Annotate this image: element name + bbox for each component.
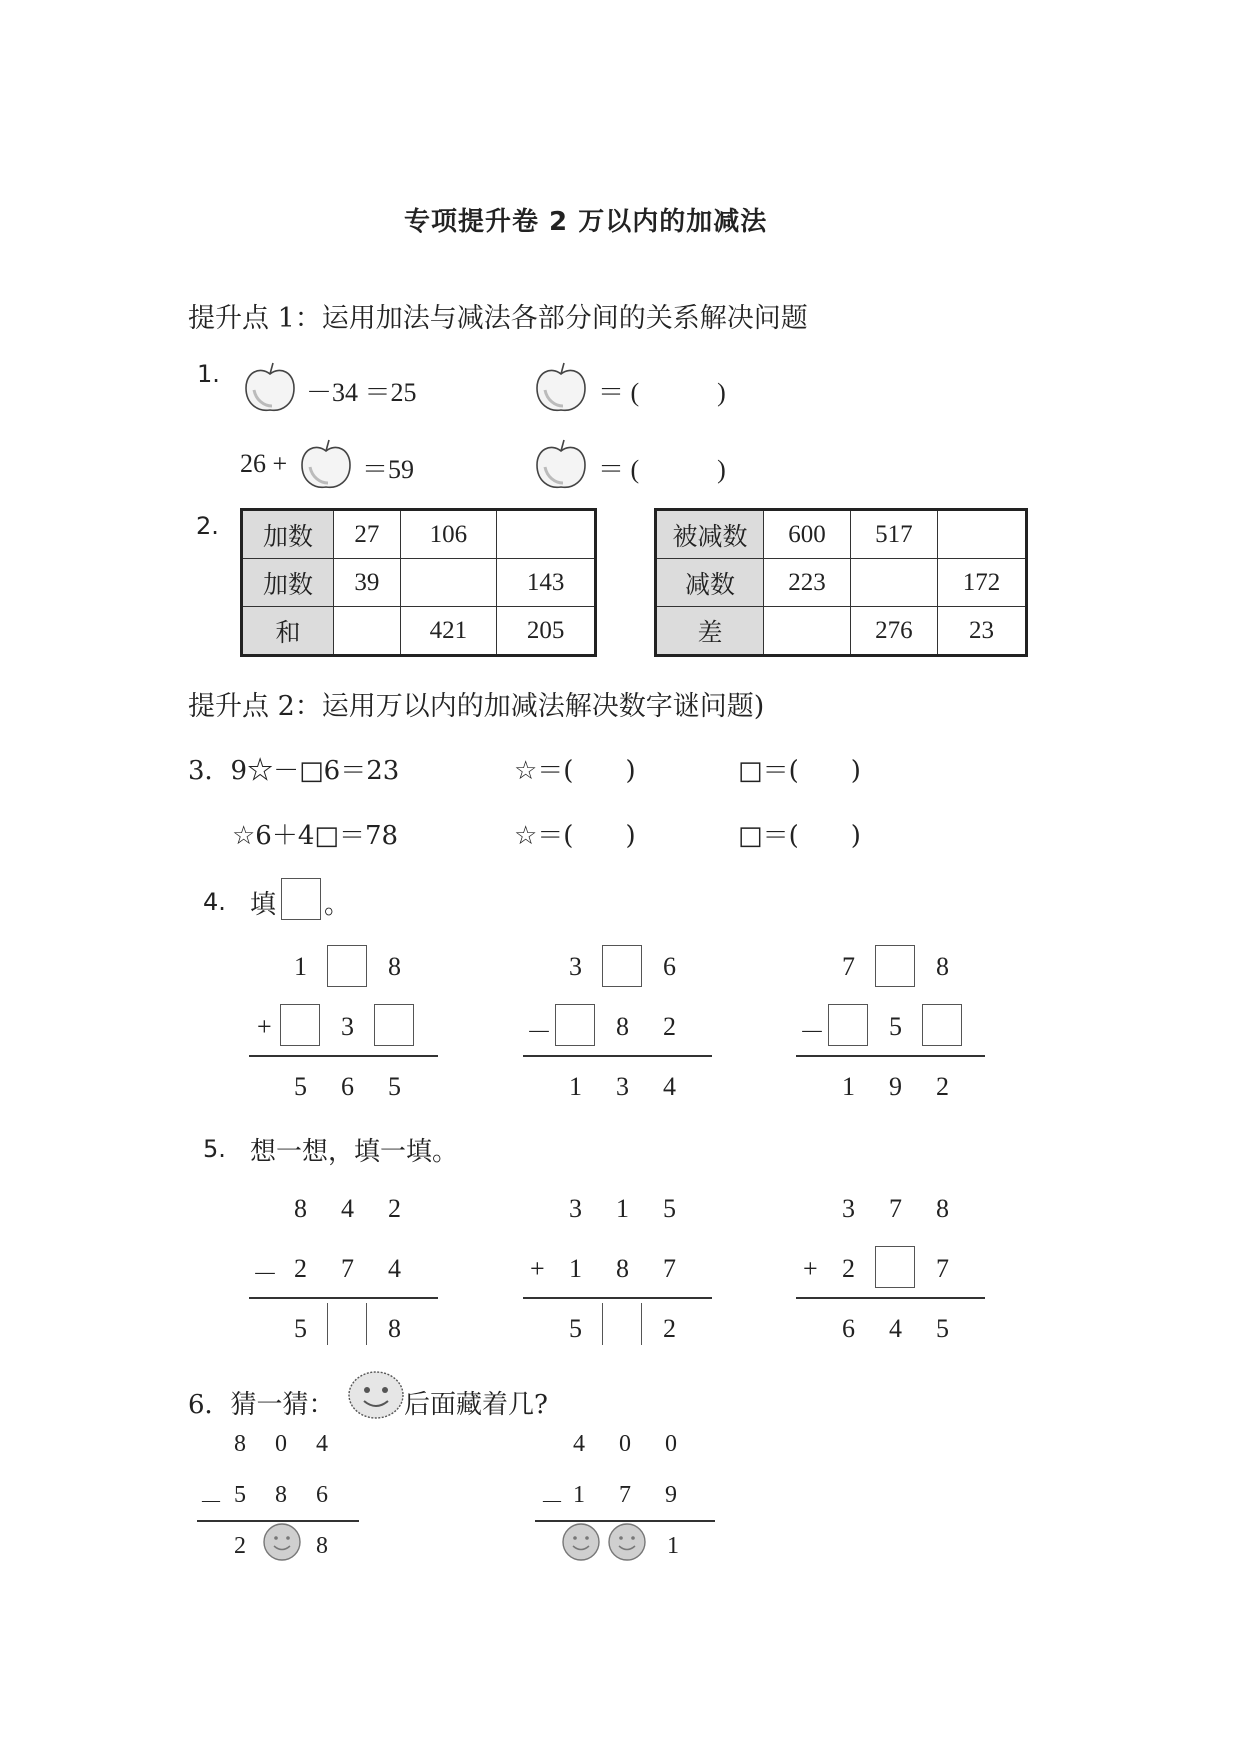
table-cell: 被减数 <box>656 510 764 559</box>
digit: 5 <box>388 1072 401 1101</box>
answer-box[interactable] <box>327 1303 367 1345</box>
smiley-face-icon <box>561 1522 601 1562</box>
answer-box[interactable] <box>602 1303 642 1345</box>
sum-line <box>523 1297 712 1299</box>
table-cell: 143 <box>497 559 596 607</box>
addition-table <box>240 508 597 657</box>
digit: 1 <box>842 1072 855 1101</box>
digit: 4 <box>316 1431 328 1457</box>
digit: 2 <box>936 1072 949 1101</box>
q4-label-pre: 填 <box>250 890 277 920</box>
table-cell: 39 <box>334 559 401 607</box>
digit: 8 <box>275 1482 287 1508</box>
digit: 4 <box>889 1314 902 1343</box>
digit: 3 <box>842 1194 855 1223</box>
digit: 8 <box>316 1533 328 1559</box>
digit: 9 <box>889 1072 902 1101</box>
digit: 8 <box>616 1254 629 1283</box>
digit: 3 <box>616 1072 629 1101</box>
table-cell: 517 <box>850 510 937 559</box>
digit: 0 <box>275 1431 287 1457</box>
answer-box[interactable] <box>374 1004 414 1046</box>
digit: 2 <box>294 1254 307 1283</box>
digit: 4 <box>388 1254 401 1283</box>
table-cell: 差 <box>656 607 764 656</box>
digit: 1 <box>569 1072 582 1101</box>
subtraction-table <box>654 508 1028 657</box>
q1-equation-1: －34 ＝25 <box>306 378 417 407</box>
digit: 1 <box>667 1533 679 1559</box>
digit: 6 <box>341 1072 354 1101</box>
table-cell: 600 <box>764 510 851 559</box>
table-cell: 276 <box>850 607 937 656</box>
digit: 7 <box>663 1254 676 1283</box>
table-cell <box>937 510 1026 559</box>
digit: 1 <box>616 1194 629 1223</box>
digit: 3 <box>569 952 582 981</box>
digit: 6 <box>663 952 676 981</box>
digit: 5 <box>234 1482 246 1508</box>
question-1-number: 1. <box>197 360 220 388</box>
operator: + <box>257 1012 272 1041</box>
digit: 8 <box>388 952 401 981</box>
section-heading-2: 提升点 2：运用万以内的加减法解决数字谜问题) <box>188 691 765 722</box>
digit: 2 <box>388 1194 401 1223</box>
apple-icon <box>242 360 298 416</box>
answer-box[interactable] <box>555 1004 595 1046</box>
table-cell <box>334 607 401 656</box>
table-cell: 加数 <box>242 559 334 607</box>
table-row <box>656 559 1027 607</box>
digit: 5 <box>294 1072 307 1101</box>
question-4-number: 4. <box>203 888 226 916</box>
digit: 8 <box>616 1012 629 1041</box>
table-cell: 106 <box>400 510 496 559</box>
table-cell: 加数 <box>242 510 334 559</box>
q1-answer-2: ＝ ( ) <box>598 455 726 484</box>
table-cell: 223 <box>764 559 851 607</box>
answer-box[interactable] <box>327 945 367 987</box>
sum-line <box>796 1297 985 1299</box>
operator: － <box>540 1490 564 1516</box>
table-row <box>242 559 596 607</box>
digit: 5 <box>569 1314 582 1343</box>
operator: － <box>799 1018 826 1047</box>
table-row <box>242 607 596 656</box>
apple-icon <box>533 360 589 416</box>
digit: 0 <box>665 1431 677 1457</box>
q3-box-answer-2: □＝( ) <box>738 821 861 851</box>
digit: 3 <box>341 1012 354 1041</box>
q6-label-pre: 6．猜一猜： <box>188 1390 335 1420</box>
digit: 7 <box>619 1482 631 1508</box>
table-cell: 23 <box>937 607 1026 656</box>
digit: 3 <box>569 1194 582 1223</box>
question-5-number: 5. <box>203 1135 226 1163</box>
q4-label-post: 。 <box>324 890 351 920</box>
digit: 8 <box>388 1314 401 1343</box>
digit: 2 <box>663 1012 676 1041</box>
digit: 4 <box>573 1431 585 1457</box>
q3-star-answer-1: ☆＝( ) <box>514 756 636 786</box>
smiley-face-icon <box>607 1522 647 1562</box>
digit: 5 <box>663 1194 676 1223</box>
digit: 4 <box>341 1194 354 1223</box>
smiley-face-icon <box>262 1522 302 1562</box>
operator: + <box>530 1254 545 1283</box>
digit: 8 <box>234 1431 246 1457</box>
answer-box[interactable] <box>602 945 642 987</box>
digit: 7 <box>936 1254 949 1283</box>
digit: 2 <box>234 1533 246 1559</box>
table-cell <box>400 559 496 607</box>
q5-label: 想一想，填一填。 <box>250 1137 459 1167</box>
table-cell: 421 <box>400 607 496 656</box>
q1-answer-1: ＝ ( ) <box>598 378 726 407</box>
apple-icon <box>298 437 354 493</box>
difference-line <box>523 1055 712 1057</box>
digit: 5 <box>889 1012 902 1041</box>
digit: 1 <box>573 1482 585 1508</box>
table-row <box>242 510 596 559</box>
question-2-number: 2. <box>196 512 219 540</box>
operator: － <box>526 1018 553 1047</box>
table-cell: 减数 <box>656 559 764 607</box>
digit: 4 <box>663 1072 676 1101</box>
digit: 0 <box>619 1431 631 1457</box>
answer-box[interactable] <box>875 945 915 987</box>
digit: 8 <box>936 1194 949 1223</box>
q6-label-post: 后面藏着几? <box>404 1390 548 1420</box>
operator: － <box>252 1260 279 1289</box>
digit: 2 <box>663 1314 676 1343</box>
table-cell <box>497 510 596 559</box>
q3-star-answer-2: ☆＝( ) <box>514 821 636 851</box>
apple-icon <box>533 437 589 493</box>
answer-box[interactable] <box>875 1246 915 1288</box>
answer-box[interactable] <box>922 1004 962 1046</box>
sum-line <box>249 1055 438 1057</box>
digit: 5 <box>294 1314 307 1343</box>
table-row <box>656 510 1027 559</box>
smiley-face-icon <box>347 1370 405 1420</box>
q1-equation-2-left: 26 + <box>240 449 288 478</box>
table-cell <box>850 559 937 607</box>
digit: 7 <box>842 952 855 981</box>
q3-line-2: ☆6＋4□＝78 <box>232 821 399 851</box>
digit: 2 <box>842 1254 855 1283</box>
q3-line-1: 3．9☆－□6＝23 <box>188 756 400 786</box>
table-cell: 27 <box>334 510 401 559</box>
digit: 9 <box>665 1482 677 1508</box>
answer-box[interactable] <box>280 1004 320 1046</box>
difference-line <box>249 1297 438 1299</box>
page-title: 专项提升卷 2 万以内的加减法 <box>404 207 768 237</box>
table-row <box>656 607 1027 656</box>
digit: 7 <box>341 1254 354 1283</box>
digit: 6 <box>316 1482 328 1508</box>
digit: 5 <box>936 1314 949 1343</box>
table-cell: 205 <box>497 607 596 656</box>
blank-box-example <box>281 878 321 920</box>
difference-line <box>796 1055 985 1057</box>
digit: 1 <box>569 1254 582 1283</box>
table-cell <box>764 607 851 656</box>
operator: － <box>199 1490 223 1516</box>
q1-equation-2-right: ＝59 <box>362 455 415 484</box>
q3-box-answer-1: □＝( ) <box>738 756 861 786</box>
digit: 8 <box>936 952 949 981</box>
digit: 7 <box>889 1194 902 1223</box>
operator: + <box>803 1254 818 1283</box>
digit: 1 <box>294 952 307 981</box>
digit: 8 <box>294 1194 307 1223</box>
digit: 6 <box>842 1314 855 1343</box>
table-cell: 和 <box>242 607 334 656</box>
table-cell: 172 <box>937 559 1026 607</box>
answer-box[interactable] <box>828 1004 868 1046</box>
section-heading-1: 提升点 1：运用加法与减法各部分间的关系解决问题 <box>188 303 808 334</box>
